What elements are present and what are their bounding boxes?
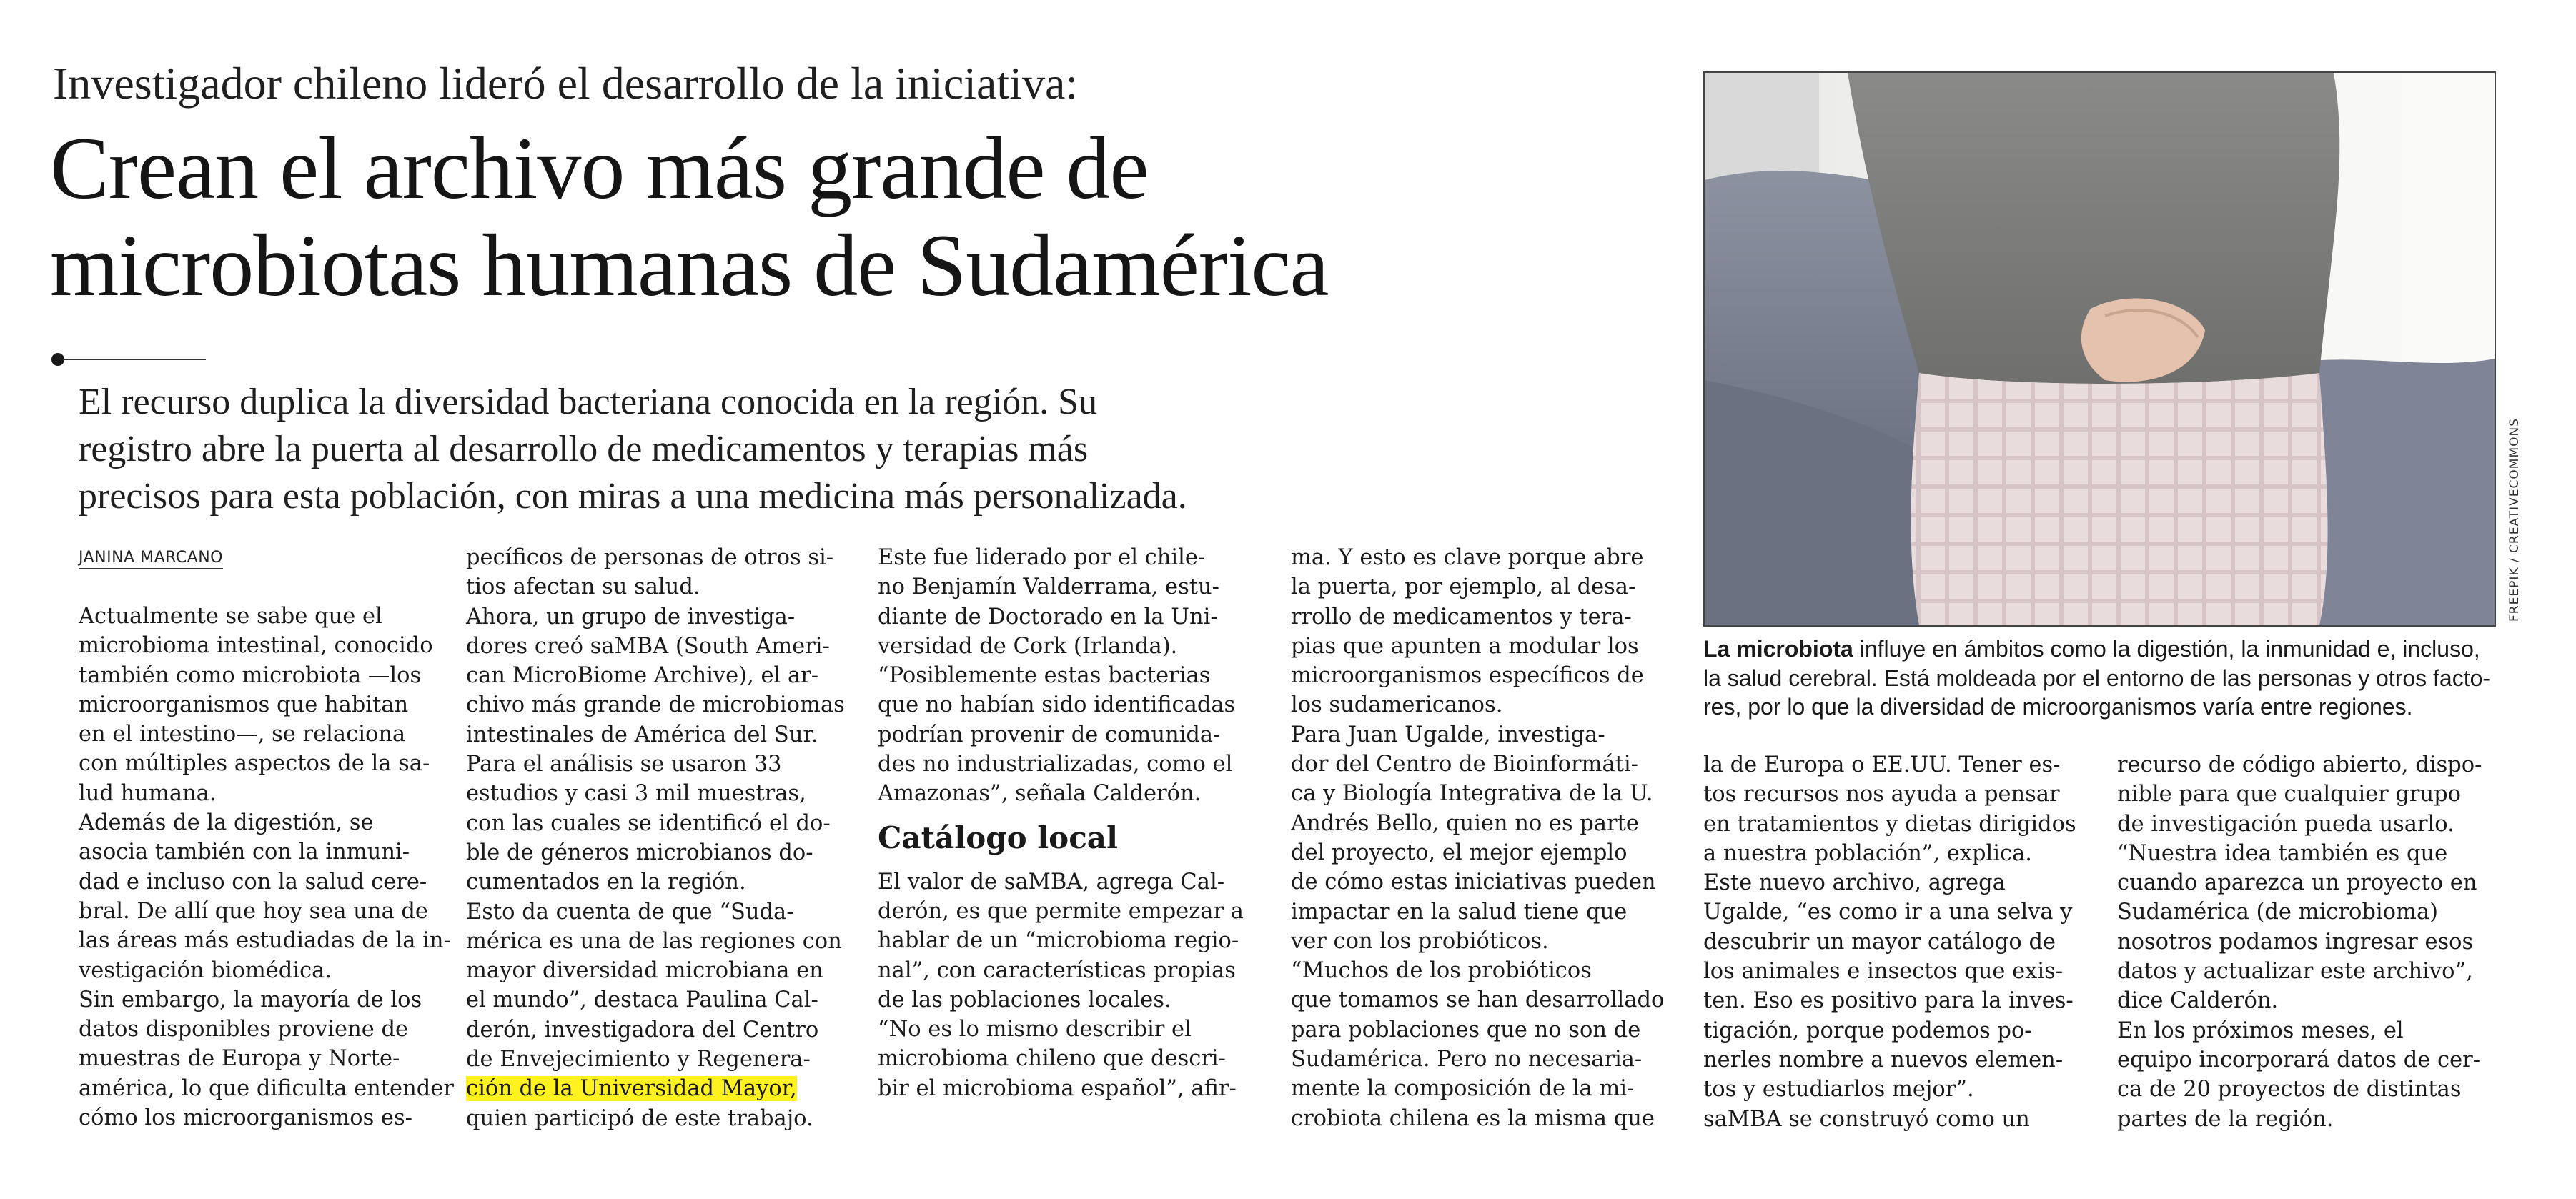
body-line: equipo incorporará datos de cer- — [2117, 1047, 2481, 1073]
body-line: no Benjamín Valderrama, estu- — [878, 574, 1219, 600]
kicker: Investigador chileno lideró el desarrollo de la iniciativa: — [53, 58, 1079, 109]
deck-line: precisos para esta población, con miras a una medicina más personalizada. — [79, 476, 1187, 517]
body-line: ca de 20 proyectos de distintas — [2117, 1077, 2462, 1103]
body-column-5 — [1703, 750, 2089, 1134]
body-line: cuando aparezca un proyecto en — [2117, 870, 2477, 896]
body-line: ca y Biología Integrativa de la U. — [1291, 781, 1653, 807]
body-line: en tratamientos y dietas dirigidos — [1703, 811, 2076, 837]
body-line: nerles nombre a nuevos elemen- — [1703, 1047, 2064, 1073]
headline-line: microbiotas humanas de Sudamérica — [50, 217, 1329, 315]
body-line: Para Juan Ugalde, investiga- — [1291, 722, 1605, 747]
body-line: américa, lo que dificulta entender — [79, 1075, 454, 1101]
caption-line: la salud cerebral. Está moldeada por el entorno de las personas y otros facto- — [1703, 665, 2491, 691]
body-line: saMBA se construyó como un — [1703, 1106, 2030, 1132]
caption-line — [1703, 635, 2493, 664]
body-line: cómo los microorganismos es- — [79, 1105, 412, 1131]
body-line: asocia también con la inmuni- — [79, 840, 410, 865]
body-line: la puerta, por ejemplo, al desa- — [1291, 574, 1636, 600]
body-line: con múltiples aspectos de la sa- — [79, 751, 430, 777]
body-line: bral. De allí que hoy sea una de — [79, 898, 428, 924]
highlighted-text: ción de la Universidad Mayor, — [466, 1076, 797, 1102]
body-line: El valor de saMBA, agrega Cal- — [878, 869, 1225, 895]
body-line: de cómo estas iniciativas pueden — [1291, 870, 1656, 895]
body-column-4 — [1291, 543, 1677, 1133]
body-line: Además de la digestión, se — [79, 810, 374, 836]
body-line: “Nuestra idea también es que — [2117, 840, 2448, 866]
body-line: Andrés Bello, quien no es parte — [1291, 810, 1639, 836]
body-line: Actualmente se sabe que el — [79, 604, 382, 629]
deck — [79, 379, 1708, 520]
body-line: partes de la región. — [2117, 1106, 2334, 1132]
body-column-6 — [2117, 750, 2503, 1134]
body-line: de las poblaciones locales. — [878, 987, 1171, 1013]
body-line — [466, 1074, 848, 1103]
body-line: Este nuevo archivo, agrega — [1703, 870, 2006, 896]
photo-caption — [1703, 635, 2493, 722]
body-line: que tomamos se han desarrollado — [1291, 987, 1665, 1013]
section-subhead: Catálogo local — [878, 820, 1118, 855]
body-line: en el intestino—, se relaciona — [79, 722, 406, 747]
body-line: ma. Y esto es clave porque abre — [1291, 545, 1644, 570]
column-2-text — [466, 543, 848, 1074]
body-line: dice Calderón. — [2117, 988, 2279, 1014]
body-line: ble de géneros microbianos do- — [466, 840, 813, 865]
body-line: nosotros podamos ingresar esos — [2117, 929, 2474, 955]
body-line: impactar en la salud tiene que — [1291, 899, 1628, 925]
body-line: mayor diversidad microbiana en — [466, 958, 823, 984]
body-line: mérica es una de las regiones con — [466, 928, 842, 954]
body-line: tos y estudiarlos mejor”. — [1703, 1077, 1974, 1103]
body-line: chivo más grande de microbiomas — [466, 692, 845, 718]
body-line: diante de Doctorado en la Uni- — [878, 604, 1218, 630]
body-line: microbioma chileno que descri- — [878, 1046, 1226, 1072]
deck-line: registro abre la puerta al desarrollo de medicamentos y terapias más — [79, 429, 1089, 469]
body-line: dor del Centro de Bioinformáti- — [1291, 752, 1638, 777]
body-line: dad e incluso con la salud cere- — [79, 869, 427, 895]
byline: JANINA MARCANO — [79, 549, 223, 569]
body-line: para poblaciones que no son de — [1291, 1017, 1641, 1043]
body-line: dores creó saMBA (South Ameri- — [466, 633, 830, 659]
body-line: los sudamericanos. — [1291, 692, 1503, 718]
body-line: Sin embargo, la mayoría de los — [79, 987, 422, 1013]
body-line: muestras de Europa y Norte- — [79, 1046, 400, 1072]
body-line: descubrir un mayor catálogo de — [1703, 929, 2056, 955]
body-line: estudios y casi 3 mil muestras, — [466, 781, 806, 807]
body-line: microbioma intestinal, conocido — [79, 633, 433, 659]
body-line: que no habían sido identificadas — [878, 692, 1236, 718]
body-line: de investigación pueda usarlo. — [2117, 811, 2454, 837]
body-line: Esto da cuenta de que “Suda- — [466, 899, 794, 925]
body-line: Este fue liderado por el chile- — [878, 545, 1206, 570]
body-line: derón, es que permite empezar a — [878, 898, 1244, 924]
body-line: la de Europa o EE.UU. Tener es- — [1703, 752, 2061, 777]
body-line: quien participó de este trabajo. — [466, 1105, 813, 1131]
body-line: En los próximos meses, el — [2117, 1018, 2404, 1043]
body-line: el mundo”, destaca Paulina Cal- — [466, 987, 818, 1013]
column-3-text — [878, 867, 1260, 1103]
body-column-3 — [878, 543, 1260, 1103]
body-line: vestigación biomédica. — [79, 957, 332, 983]
rule-divider — [63, 359, 206, 360]
column-3-text — [878, 543, 1260, 809]
body-line: lud humana. — [79, 780, 217, 806]
body-line: mente la composición de la mi- — [1291, 1076, 1635, 1102]
photo-credit: FREEPIK / CREATIVECOMMONS — [2507, 418, 2522, 622]
body-line: pias que apunten a modular los — [1291, 633, 1639, 659]
body-line: bir el microbioma español”, afir- — [878, 1075, 1237, 1101]
body-line: crobiota chilena es la misma que — [1291, 1105, 1655, 1131]
body-line: del proyecto, el mejor ejemplo — [1291, 840, 1628, 865]
body-line: hablar de un “microbioma regio- — [878, 928, 1239, 954]
body-line: datos y actualizar este archivo”, — [2117, 959, 2473, 985]
body-line: intestinales de América del Sur. — [466, 722, 818, 747]
body-column-1 — [79, 602, 454, 1133]
body-line: des no industrializadas, como el — [878, 752, 1233, 777]
body-line: con las cuales se identificó el do- — [466, 810, 831, 836]
body-line: rrollo de medicamentos y tera- — [1291, 604, 1632, 630]
caption-text: influye en ámbitos como la digestión, la inmunidad e, incluso, — [1853, 636, 2480, 662]
body-line: ten. Eso es positivo para la inves- — [1703, 988, 2074, 1014]
body-line: tios afectan su salud. — [466, 574, 700, 600]
body-line: versidad de Cork (Irlanda). — [878, 633, 1178, 659]
body-line: Sudamérica. Pero no necesaria- — [1291, 1047, 1643, 1073]
body-line: los animales e insectos que exis- — [1703, 959, 2064, 985]
body-line: Amazonas”, señala Calderón. — [878, 781, 1202, 807]
body-line: Ugalde, “es como ir a una selva y — [1703, 900, 2073, 925]
headline-line: Crean el archivo más grande de — [50, 119, 1149, 217]
headline — [50, 120, 1694, 315]
photo — [1703, 71, 2496, 627]
body-line: “Posiblemente estas bacterias — [878, 663, 1211, 689]
body-line: microorganismos que habitan — [79, 692, 409, 717]
body-line: pecíficos de personas de otros si- — [466, 545, 834, 570]
body-line: can MicroBiome Archive), el ar- — [466, 663, 819, 689]
caption-lead: La microbiota — [1703, 636, 1853, 662]
body-line: “Muchos de los probióticos — [1291, 958, 1592, 984]
body-line: ver con los probióticos. — [1291, 928, 1549, 954]
body-line: las áreas más estudiadas de la in- — [79, 928, 451, 954]
body-line: Ahora, un grupo de investiga- — [466, 604, 796, 630]
deck-line: El recurso duplica la diversidad bacteriana conocida en la región. Su — [79, 382, 1098, 422]
body-line: de Envejecimiento y Regenera- — [466, 1047, 811, 1073]
body-line: tigación, porque podemos po- — [1703, 1018, 2032, 1043]
body-line: derón, investigadora del Centro — [466, 1017, 819, 1043]
body-line: nible para que cualquier grupo — [2117, 782, 2462, 807]
pajamas — [1911, 373, 2327, 625]
body-line: cumentados en la región. — [466, 870, 746, 895]
body-line: Para el análisis se usaron 33 — [466, 752, 782, 777]
body-column-2 — [466, 543, 848, 1133]
body-line: “No es lo mismo describir el — [878, 1017, 1192, 1043]
body-line: recurso de código abierto, dispo- — [2117, 752, 2482, 777]
caption-line: res, por lo que la diversidad de microorganismos varía entre regiones. — [1703, 694, 2413, 720]
body-line: datos disponibles proviene de — [79, 1017, 409, 1043]
body-line: también como microbiota —los — [79, 662, 422, 688]
body-line: podrían provenir de comunida- — [878, 722, 1221, 747]
body-line: microorganismos específicos de — [1291, 663, 1644, 689]
body-line: nal”, con características propias — [878, 957, 1236, 983]
body-line: a nuestra población”, explica. — [1703, 840, 2033, 866]
body-line: tos recursos nos ayuda a pensar — [1703, 782, 2060, 807]
body-line: Sudamérica (de microbioma) — [2117, 900, 2439, 925]
